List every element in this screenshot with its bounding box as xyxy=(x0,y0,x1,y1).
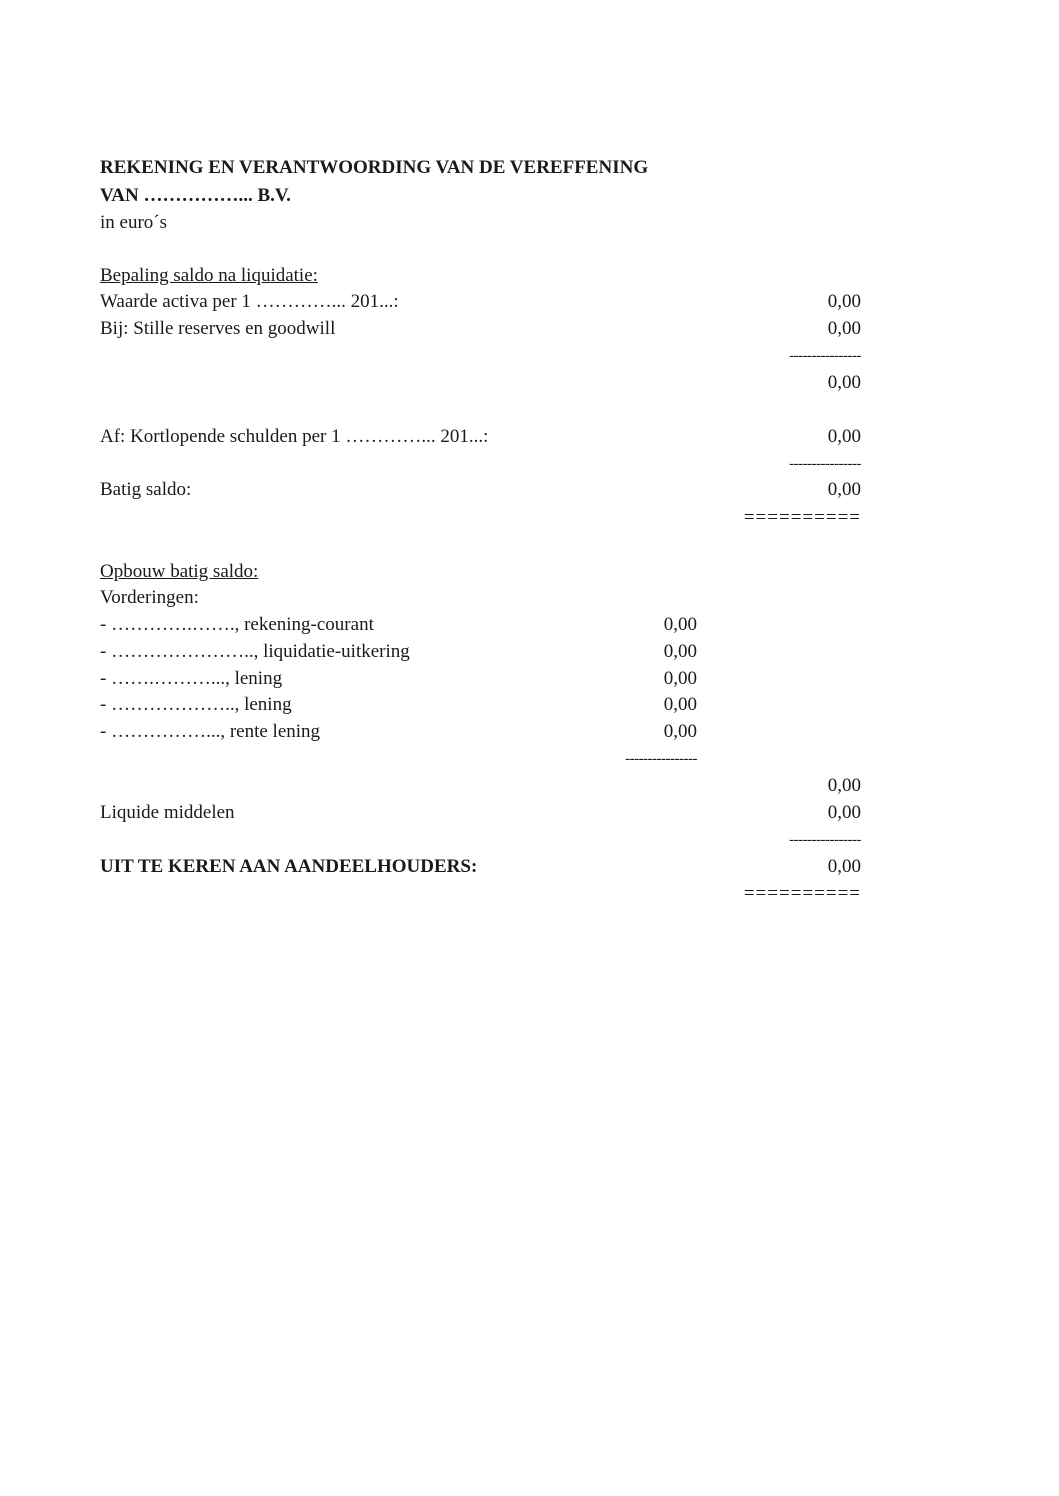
vordering-item-value: 0,00 xyxy=(663,668,697,689)
vordering-item-value: 0,00 xyxy=(663,721,697,742)
vordering-item-label: - ………….……., rekening-courant xyxy=(100,614,374,635)
section-heading-saldo: Bepaling saldo na liquidatie: xyxy=(100,265,318,286)
vorderingen-label: Vorderingen: xyxy=(100,587,199,608)
vordering-item-value: 0,00 xyxy=(663,614,697,635)
section-heading-opbouw: Opbouw batig saldo: xyxy=(100,561,259,582)
dash-rule: ---------------- xyxy=(625,751,697,767)
subtotal-value: 0,00 xyxy=(827,372,861,393)
batig-saldo-label: Batig saldo: xyxy=(100,479,192,500)
document-title: REKENING EN VERANTWOORDING VAN DE VEREFFENING xyxy=(100,157,649,178)
dash-rule: ---------------- xyxy=(789,456,861,472)
double-rule: ========== xyxy=(743,507,861,528)
batig-saldo-value: 0,00 xyxy=(827,479,861,500)
vordering-item-value: 0,00 xyxy=(663,694,697,715)
currency-note: in euro´s xyxy=(100,212,168,233)
schulden-label: Af: Kortlopende schulden per 1 …………... 201...: xyxy=(100,426,489,447)
activa-label: Waarde activa per 1 …………... 201...: xyxy=(100,291,399,312)
uitkering-value: 0,00 xyxy=(827,856,861,877)
vordering-item-label: - ………………….., liquidatie-uitkering xyxy=(100,641,410,662)
dash-rule: ---------------- xyxy=(789,348,861,364)
activa-value: 0,00 xyxy=(827,291,861,312)
vordering-item-label: - ……………….., lening xyxy=(100,694,292,715)
liquide-middelen-value: 0,00 xyxy=(827,802,861,823)
uitkering-label: UIT TE KEREN AAN AANDEELHOUDERS: xyxy=(100,856,478,877)
vordering-item-value: 0,00 xyxy=(663,641,697,662)
reserves-label: Bij: Stille reserves en goodwill xyxy=(100,318,336,339)
reserves-value: 0,00 xyxy=(827,318,861,339)
double-rule: ========== xyxy=(743,883,861,904)
document-title-company: VAN ……………... B.V. xyxy=(100,185,291,206)
vordering-item-label: - …….………..., lening xyxy=(100,668,283,689)
liquide-middelen-label: Liquide middelen xyxy=(100,802,235,823)
vorderingen-total: 0,00 xyxy=(827,775,861,796)
vordering-item-label: - ……………..., rente lening xyxy=(100,721,321,742)
schulden-value: 0,00 xyxy=(827,426,861,447)
dash-rule: ---------------- xyxy=(789,832,861,848)
